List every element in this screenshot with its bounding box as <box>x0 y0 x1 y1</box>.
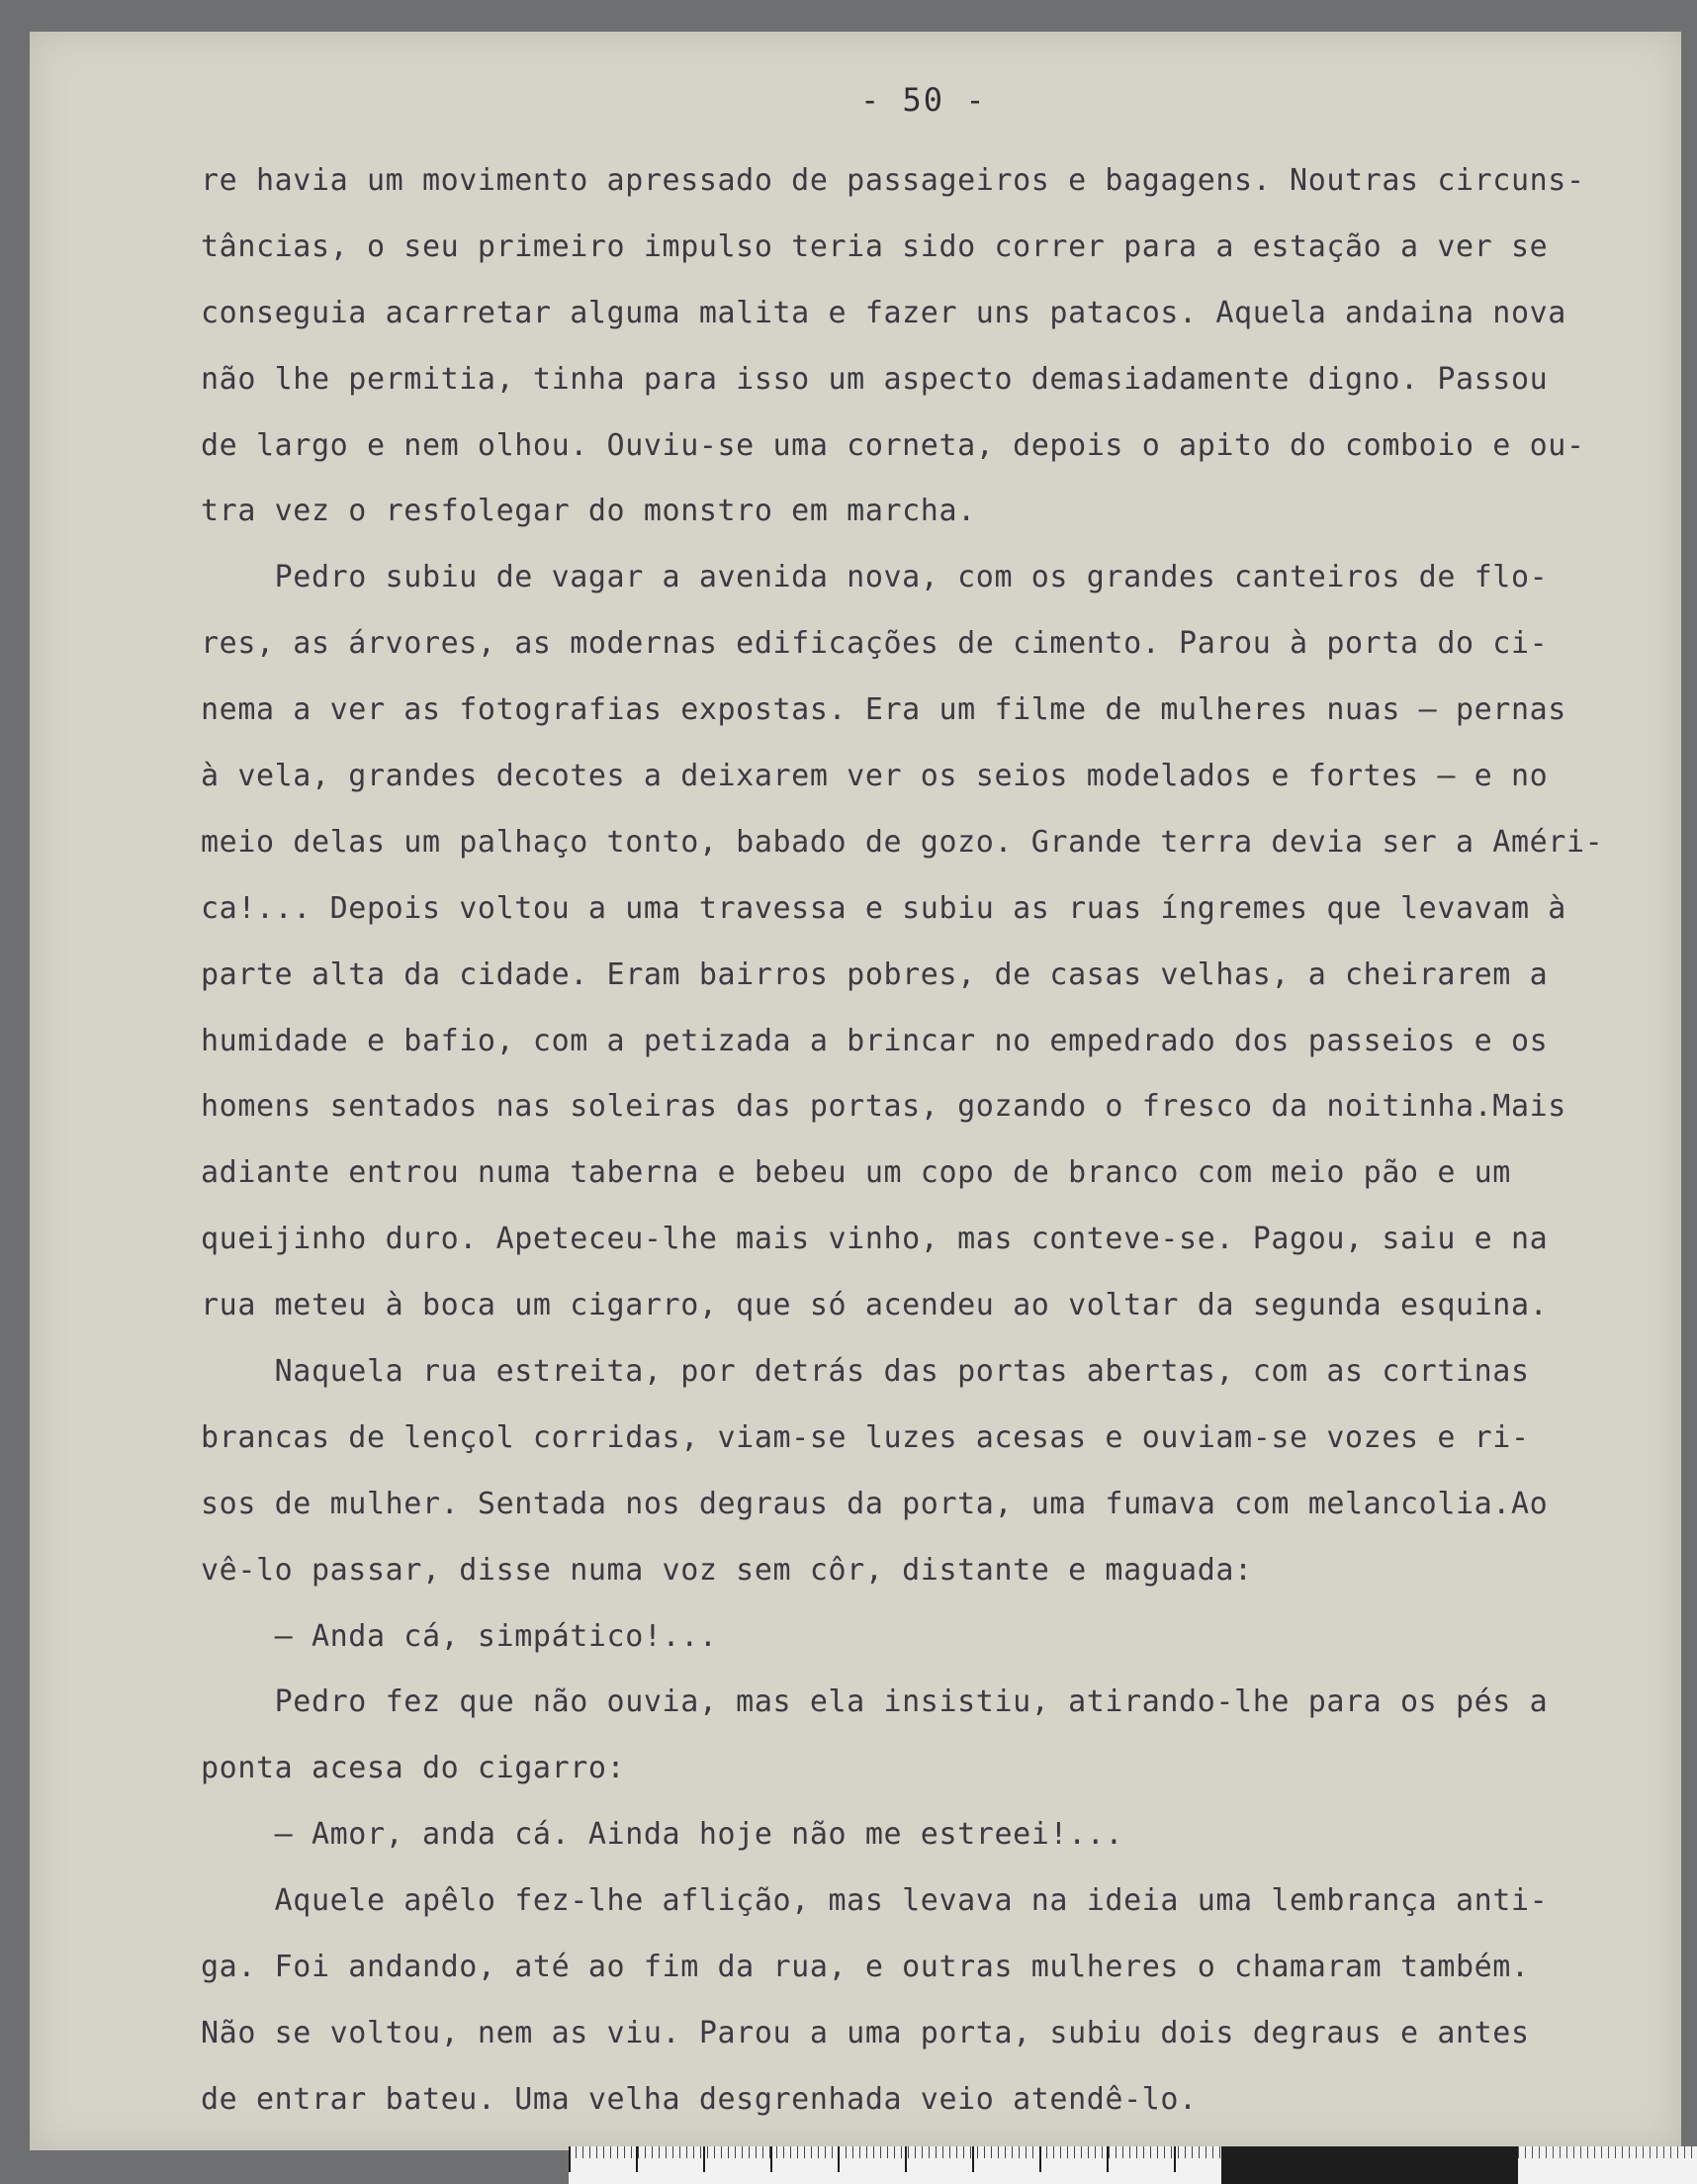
text-line: queijinho duro. Apeteceu-lhe mais vinho, mas conteve-se. Pagou, saiu e na <box>201 1222 1549 1257</box>
text-line: Não se voltou, nem as viu. Parou a uma porta, subiu dois degraus e antes <box>201 2015 1530 2050</box>
ruler-black-segment <box>1221 2146 1518 2184</box>
text-line: — Anda cá, simpático!... <box>201 1618 718 1654</box>
page-number: - 50 - <box>860 81 987 119</box>
text-line: tâncias, o seu primeiro impulso teria sido correr para a estação a ver se <box>201 228 1549 264</box>
text-line: Aquele apêlo fez-lhe aflição, mas levava na ideia uma lembrança anti- <box>201 1883 1549 1919</box>
text-line: vê-lo passar, disse numa voz sem côr, distante e maguada: <box>201 1552 1253 1588</box>
text-line: Pedro subiu de vagar a avenida nova, com os grandes canteiros de flo- <box>201 560 1549 595</box>
text-line: homens sentados nas soleiras das portas, gozando o fresco da noitinha.Mais <box>201 1089 1566 1125</box>
text-line: ponta acesa do cigarro: <box>201 1751 626 1786</box>
text-line: rua meteu à boca um cigarro, que só acendeu ao voltar da segunda esquina. <box>201 1288 1549 1323</box>
text-line: meio delas um palhaço tonto, babado de gozo. Grande terra devia ser a Améri- <box>201 824 1604 860</box>
text-line: humidade e bafio, com a petizada a brincar no empedrado dos passeios e os <box>201 1023 1549 1058</box>
text-line: re havia um movimento apressado de passageiros e bagagens. Noutras circuns- <box>201 163 1585 198</box>
text-line: tra vez o resfolegar do monstro em marcha. <box>201 494 976 529</box>
text-line: sos de mulher. Sentada nos degraus da porta, uma fumava com melancolia.Ao <box>201 1486 1549 1521</box>
text-line: conseguia acarretar alguma malita e fazer uns patacos. Aquela andaina nova <box>201 295 1566 330</box>
text-line: adiante entrou numa taberna e bebeu um copo de branco com meio pão e um <box>201 1155 1511 1191</box>
text-line: res, as árvores, as modernas edificações de cimento. Parou à porta do ci- <box>201 626 1549 662</box>
text-line: de entrar bateu. Uma velha desgrenhada veio atendê-lo. <box>201 2081 1198 2117</box>
text-line: Naquela rua estreita, por detrás das portas abertas, com as cortinas <box>201 1354 1530 1390</box>
ruler-white-segment <box>1518 2146 1697 2184</box>
ruler-ticks <box>569 2146 1221 2184</box>
text-line: não lhe permitia, tinha para isso um aspecto demasiadamente digno. Passou <box>201 361 1549 397</box>
text-line: brancas de lençol corridas, viam-se luzes acesas e ouviam-se vozes e ri- <box>201 1419 1530 1455</box>
text-line: nema a ver as fotografias expostas. Era um filme de mulheres nuas — pernas <box>201 692 1566 728</box>
text-line: ga. Foi andando, até ao fim da rua, e outras mulheres o chamaram também. <box>201 1950 1530 1985</box>
text-line: à vela, grandes decotes a deixarem ver os seios modelados e fortes — e no <box>201 759 1549 794</box>
body-text <box>201 148 1674 2134</box>
text-line: — Amor, anda cá. Ainda hoje não me estreei!... <box>201 1817 1124 1853</box>
scale-ruler <box>569 2146 1697 2184</box>
text-line: Pedro fez que não ouvia, mas ela insistiu, atirando-lhe para os pés a <box>201 1684 1549 1720</box>
text-line: de largo e nem olhou. Ouviu-se uma corneta, depois o apito do comboio e ou- <box>201 427 1585 463</box>
text-line: ca!... Depois voltou a uma travessa e subiu as ruas íngremes que levavam à <box>201 890 1566 926</box>
text-line: parte alta da cidade. Eram bairros pobres, de casas velhas, a cheirarem a <box>201 956 1549 992</box>
